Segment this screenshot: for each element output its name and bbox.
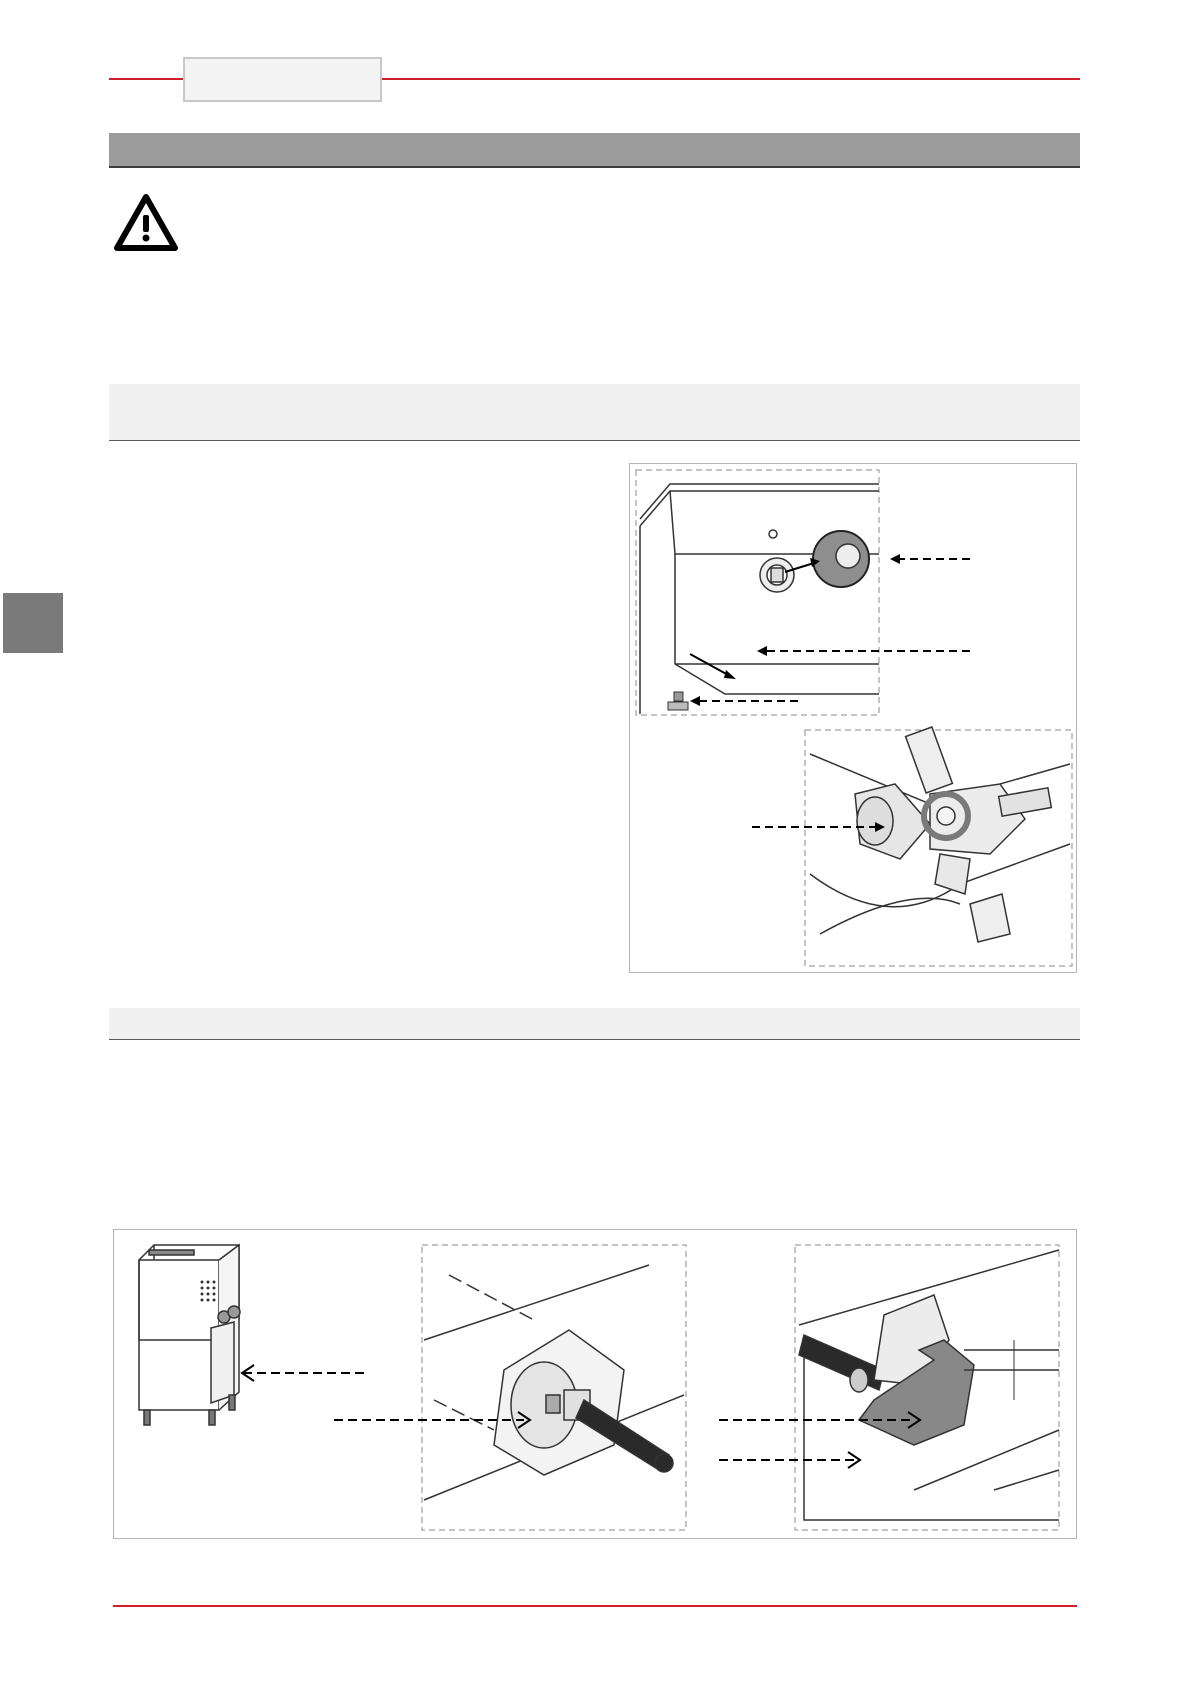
section-title-bar: [109, 133, 1080, 168]
header-rule-left: [109, 78, 184, 80]
valve-icon: [810, 727, 1070, 942]
footer-rule: [113, 1605, 1077, 1607]
fryer-thermostat-figure: [113, 1229, 1077, 1539]
screw-icon: [668, 692, 688, 710]
footer-text: [300, 1672, 900, 1684]
chapter-side-tab: [3, 593, 63, 653]
header-tab: [183, 57, 382, 102]
thermostat-cover-icon: [799, 1250, 1059, 1520]
fryer-appliance-icon: [139, 1245, 240, 1425]
warning-triangle-icon: [113, 193, 179, 253]
knob-shaft-icon: [760, 558, 794, 592]
knob-and-valve-figure: [629, 463, 1077, 973]
subsection-bar-2: [109, 1008, 1080, 1040]
control-panel-drawing: [640, 484, 879, 714]
knob-icon: [813, 531, 869, 587]
thermostat-bracket-icon: [424, 1265, 684, 1500]
subsection-bar-1: [109, 384, 1080, 441]
header-rule-right: [382, 78, 1080, 80]
